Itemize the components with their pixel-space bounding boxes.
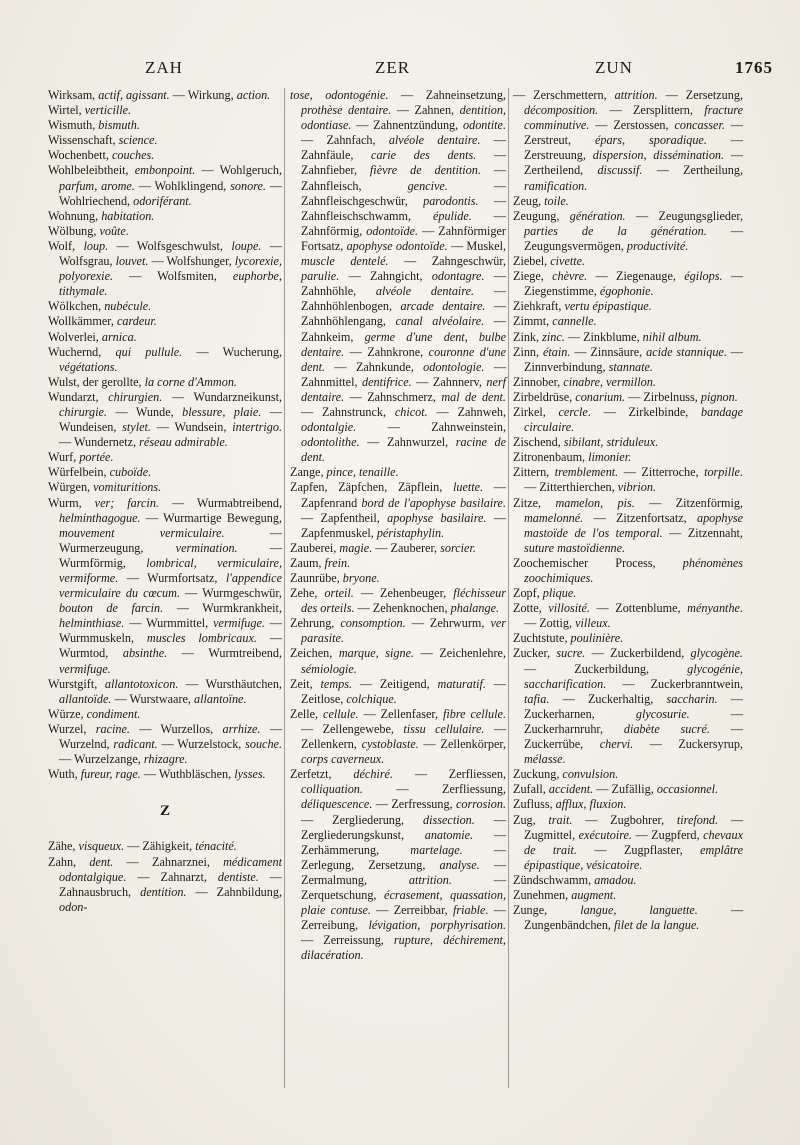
column-divider — [284, 88, 285, 1088]
dictionary-entry: Zeichen, marque, signe. — Zeichenlehre, sémiologie. — [290, 646, 506, 676]
dictionary-entry: — Zerschmettern, attrition. — Zersetzung, décomposition. — Zersplittern, fracture comminutive. — Zerstossen, concasser. — Zerstreut, épars, sporadique. — Zerstreuung, dispersion, dissémination. — Zertheilend, discussif. — Zertheilung, ramification. — [513, 88, 744, 193]
dictionary-entry: Zehe, orteil. — Zehenbeuger, fléchisseur des orteils. — Zehenknochen, phalange. — [290, 586, 507, 616]
dictionary-entry: Zauberei, magie. — Zauberer, sorcier. — [290, 540, 476, 555]
dictionary-entry: Würgen, vomituritions. — [48, 480, 162, 495]
dictionary-entry: Zange, pince, tenaille. — [290, 465, 399, 480]
dictionary-entry: Zelle, cellule. — Zellenfaser, fibre cellule. — Zellengewebe, tissu cellulaire. — Zellenkern, cystoblaste. — Zellenkörper, corps caverneux. — [290, 706, 506, 767]
dictionary-entry: Zuckung, convulsion. — [513, 767, 619, 782]
dictionary-entry: Zähe, visqueux. — Zähigkeit, ténacité. — [48, 839, 237, 854]
dictionary-entry: Wirtel, verticille. — [48, 103, 132, 118]
dictionary-entry: Wurf, portée. — [48, 450, 114, 465]
dictionary-entry: Wollkämmer, cardeur. — [48, 314, 157, 329]
dictionary-entry: Wochenbett, couches. — [48, 148, 155, 163]
dictionary-entry: Zunehmen, augment. — [513, 887, 617, 902]
dictionary-entry: Zunge, langue, languette. — Zungenbändchen, filet de la langue. — [513, 903, 743, 933]
dictionary-entry: Wuth, fureur, rage. — Wuthbläschen, lysses. — [48, 767, 266, 782]
section-letter: Z — [159, 803, 170, 820]
dictionary-entry: Zittern, tremblement. — Zitterroche, torpille. — Zitterthierchen, vibrion. — [513, 465, 743, 495]
dictionary-entry: Zoochemischer Process, phénomènes zoochimiques. — [513, 555, 743, 585]
dictionary-entry: Zug, trait. — Zugbohrer, tirefond. — Zugmittel, exécutoire. — Zugpferd, chevaux de trait. — Zugpflaster, emplâtre épipastique, vésicatoire. — [513, 812, 744, 872]
dictionary-entry: Wuchernd, qui pullule. — Wucherung, végétations. — [48, 344, 282, 374]
dictionary-entry: Wolverlei, arnica. — [48, 329, 137, 344]
dictionary-entry: Wurstgift, allantotoxicon. — Wursthäutchen, allantoïde. — Wurstwaare, allantoïne. — [48, 676, 282, 706]
dictionary-entry: Würze, condiment. — [48, 706, 141, 721]
dictionary-entry: Zufluss, afflux, fluxion. — [513, 797, 627, 812]
dictionary-entry: Ziebel, civette. — [513, 254, 586, 269]
header-middle-guide-word: ZER — [375, 58, 411, 77]
dictionary-entry: Wurzel, racine. — Wurzellos, arrhize. — Wurzelnd, radicant. — Wurzelstock, souche. — Wurzelzange, rhizagre. — [48, 721, 283, 767]
dictionary-entry: Zündschwamm, amadou. — [513, 872, 637, 887]
dictionary-entry: Zuchtstute, poulinière. — [513, 631, 624, 646]
dictionary-entry: Würfelbein, cuboïde. — [48, 465, 152, 480]
dictionary-entry: Zaunrübe, bryone. — [290, 571, 380, 585]
dictionary-entry: Zopf, plique. — [513, 586, 577, 601]
dictionary-entry: Wolf, loup. — Wolfsgeschwulst, loupe. — Wolfsgrau, louvet. — Wolfshunger, lycorexie, polyorexie. — Wolfsmiten, euphorbe, tithymale. — [48, 238, 282, 299]
dictionary-entry: Zucker, sucre. — Zuckerbildend, glycogène. — Zuckerbildung, glycogénie, saccharification. — Zuckerbranntwein, tafia. — Zuckerhaltig, saccharin. — Zuckerharnen, glycosurie. — Zuckerharnruhr, diabète sucré. — Zuckerrübe, chervi. — Zuckersyrup, mélasse. — [513, 646, 744, 767]
dictionary-entry: Wohlbeleibtheit, embonpoint. — Wohlgeruch, parfum, arome. — Wohlklingend, sonore. — Wohlriechend, odoriférant. — [48, 163, 283, 208]
dictionary-entry: Wissenschaft, science. — [48, 133, 158, 148]
dictionary-entry: Zeugung, génération. — Zeugungsglieder, parties de la génération. — Zeugungsvermögen, productivité. — [513, 208, 743, 253]
dictionary-entry: Wulst, der gerollte, la corne d'Ammon. — [48, 374, 237, 389]
dictionary-entry: Zirbeldrüse, conarium. — Zirbelnuss, pignon. — [513, 389, 738, 404]
dictionary-entry: Wismuth, bismuth. — [48, 118, 140, 133]
dictionary-entry: Zerfetzt, déchiré. — Zerfliessen, colliquation. — Zerfliessung, déliquescence. — Zerfressung, corrosion. — Zergliederung, dissection. — Zergliederungskunst, anatomie. — Zerhämmerung, martelage. — Zerlegung, Zersetzung, analyse. — Zermalmung, attrition. — Zerquetschung, écrasement, quassation, plaie contuse. — Zerreibbar, friable. — Zerreibung, lévigation, porphyrisation. — Zerreissung, rupture, déchirement, dilacération. — [290, 767, 507, 963]
dictionary-entry: Zinn, étain. — Zinnsäure, acide stannique. — Zinnverbindung, stannate. — [513, 344, 743, 374]
column-3 — [513, 88, 743, 933]
dictionary-entry: Zitze, mamelon, pis. — Zitzenförmig, mamelonné. — Zitzenfortsatz, apophyse mastoïde de l'os temporal. — Zitzennaht, suture mastoïdienne. — [513, 495, 743, 555]
dictionary-entry: Zirkel, cercle. — Zirkelbinde, bandage circulaire. — [513, 404, 744, 435]
dictionary-entry: Zimmt, cannelle. — [513, 314, 597, 329]
dictionary-entry: Zitronenbaum, limonier. — [513, 450, 632, 465]
dictionary-entry: Zinnober, cinabre, vermillon. — [513, 374, 656, 389]
dictionary-entry: Ziege, chèvre. — Ziegenauge, égilops. — Ziegenstimme, égophonie. — [513, 269, 744, 299]
dictionary-entry: Zischend, sibilant, striduleux. — [513, 435, 659, 450]
dictionary-entry: Zehrung, consomption. — Zehrwurm, ver parasite. — [290, 616, 506, 646]
dictionary-entry: Zahn, dent. — Zahnarznei, médicament odontalgique. — Zahnarzt, dentiste. — Zahnausbruch, dentition. — Zahnbildung, odon- — [48, 854, 282, 914]
column-divider — [508, 88, 509, 1088]
dictionary-entry: Wohnung, habitation. — [48, 208, 155, 223]
dictionary-entry: Zeit, temps. — Zeitigend, maturatif. — Zeitlose, colchique. — [290, 676, 506, 706]
dictionary-entry: Ziehkraft, vertu épipastique. — [513, 299, 652, 314]
header-left-guide-word: ZAH — [145, 58, 183, 77]
column-1 — [48, 88, 282, 915]
dictionary-entry: Zufall, accident. — Zufällig, occasionnel. — [513, 782, 719, 797]
dictionary-entry: tose, odontogénie. — Zahneinsetzung, prothèse dentaire. — Zahnen, dentition, odontiase. — Zahnentzündung, odontite. — Zahnfach, alvéole dentaire. — Zahnfäule, carie des dents. — Zahnfieber, fièvre de dentition. — Zahnfleisch, gencive. — Zahnfleischgeschwür, parodontis. — Zahnfleischschwamm, épulide. — Zahnförmig, odontoïde. — Zahnförmiger Fortsatz, apophyse odontoïde. — Muskel, muscle dentelé. — Zahngeschwür, parulie. — Zahngicht, odontagre. — Zahnhöhle, alvéole dentaire. — Zahnhöhlenbogen, arcade dentaire. — Zahnhöhlengang, canal alvéolaire. — Zahnkeim, germe d'une dent, bulbe dentaire. — Zahnkrone, couronne d'une dent. — Zahnkunde, odontologie. — Zahnmittel, dentifrice. — Zahnnerv, nerf dentaire. — Zahnschmerz, mal de dent. — Zahnstrunck, chicot. — Zahnweh, odontalgie. — Zahnweinstein, odontolithe. — Zahnwurzel, racine de dent. — [290, 88, 507, 465]
dictionary-entry: Wurm, ver; farcin. — Wurmabtreibend, helminthagogue. — Wurmartige Bewegung, mouvement vermiculaire. — Wurmerzeugung, vermination. — Wurmförmig, lombrical, vermiculaire, vermiforme. — Wurmfortsatz, l'appendice vermiculaire du cœcum. — Wurmgeschwür, bouton de farcin. — Wurmkrankheit, helminthiase. — Wurmmittel, vermifuge. — Wurmmuskeln, muscles lombricaux. — Wurmtod, absinthe. — Wurmtreibend, vermifuge. — [48, 495, 282, 676]
dictionary-entry: Zapfen, Zäpfchen, Zäpflein, luette. — Zapfenrand bord de l'apophyse basilaire. — Zapfentheil, apophyse basilaire. — Zapfenmuskel, péristaphylin. — [290, 480, 506, 540]
dictionary-entry: Wölkchen, nubécule. — [48, 299, 152, 314]
dictionary-entry: Zeug, toile. — [513, 193, 569, 208]
dictionary-entry: Wölbung, voûte. — [48, 223, 129, 238]
dictionary-entry: Zotte, villosité. — Zottenblume, ményanthe. — Zottig, villeux. — [513, 601, 743, 631]
dictionary-entry: Wirksam, actif, agissant. — Wirkung, action. — [48, 88, 271, 102]
page-number: 1765 — [735, 58, 773, 77]
dictionary-entry: Zaum, frein. — [290, 555, 351, 570]
dictionary-entry: Zink, zinc. — Zinkblume, nihil album. — [513, 329, 702, 344]
header-right-guide-word: ZUN — [595, 58, 633, 77]
dictionary-entry: Wundarzt, chirurgien. — Wundarzneikunst, chirurgie. — Wunde, blessure, plaie. — Wundeisen, stylet. — Wundsein, intertrigo. — Wundernetz, réseau admirable. — [48, 389, 282, 450]
column-2 — [290, 88, 506, 963]
